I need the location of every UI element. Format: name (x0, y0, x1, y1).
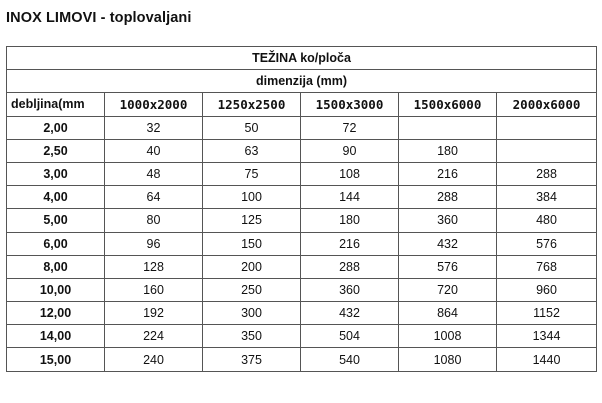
table-body (7, 116, 597, 371)
weight-cell: 108 (301, 162, 399, 185)
weight-cell: 375 (203, 348, 301, 371)
weight-cell: 128 (105, 255, 203, 278)
weight-cell: 72 (301, 116, 399, 139)
weight-cell: 864 (399, 302, 497, 325)
weight-cell: 480 (497, 209, 597, 232)
weight-cell: 432 (399, 232, 497, 255)
weight-cell: 160 (105, 278, 203, 301)
weight-cell: 1080 (399, 348, 497, 371)
thickness-cell: 3,00 (7, 162, 105, 185)
weight-cell: 768 (497, 255, 597, 278)
table-row (7, 139, 597, 162)
table-header-row-top (7, 47, 597, 70)
weight-cell (497, 116, 597, 139)
table-row (7, 116, 597, 139)
weight-cell: 250 (203, 278, 301, 301)
weight-cell: 50 (203, 116, 301, 139)
table-row (7, 278, 597, 301)
thickness-cell: 15,00 (7, 348, 105, 371)
thickness-cell: 5,00 (7, 209, 105, 232)
table-row (7, 348, 597, 371)
weight-cell: 100 (203, 186, 301, 209)
weight-cell: 1344 (497, 325, 597, 348)
weight-cell: 720 (399, 278, 497, 301)
table-row (7, 162, 597, 185)
weight-cell: 63 (203, 139, 301, 162)
weight-cell: 216 (301, 232, 399, 255)
weight-cell: 90 (301, 139, 399, 162)
weight-cell: 80 (105, 209, 203, 232)
weight-cell: 300 (203, 302, 301, 325)
weight-cell: 64 (105, 186, 203, 209)
weight-cell: 540 (301, 348, 399, 371)
weight-cell: 125 (203, 209, 301, 232)
thickness-cell: 10,00 (7, 278, 105, 301)
weight-cell: 224 (105, 325, 203, 348)
table-row (7, 325, 597, 348)
weight-cell: 200 (203, 255, 301, 278)
thickness-cell: 12,00 (7, 302, 105, 325)
table-header-row-sub (7, 70, 597, 93)
weight-cell: 32 (105, 116, 203, 139)
dimension-header: dimenzija (mm) (7, 70, 597, 93)
weight-cell: 48 (105, 162, 203, 185)
weight-table (6, 46, 597, 372)
column-header-1500x6000: 1500x6000 (399, 93, 497, 116)
thickness-cell: 8,00 (7, 255, 105, 278)
weight-cell: 150 (203, 232, 301, 255)
weight-cell: 40 (105, 139, 203, 162)
column-header-1250x2500: 1250x2500 (203, 93, 301, 116)
weight-cell: 350 (203, 325, 301, 348)
weight-cell: 192 (105, 302, 203, 325)
thickness-cell: 4,00 (7, 186, 105, 209)
weight-cell: 360 (301, 278, 399, 301)
column-header-1000x2000: 1000x2000 (105, 93, 203, 116)
table-row (7, 302, 597, 325)
column-header-2000x6000: 2000x6000 (497, 93, 597, 116)
weight-cell: 288 (497, 162, 597, 185)
weight-cell (399, 116, 497, 139)
column-header-row (7, 93, 597, 116)
weight-cell: 144 (301, 186, 399, 209)
weight-cell: 288 (399, 186, 497, 209)
table-row (7, 232, 597, 255)
weight-cell: 384 (497, 186, 597, 209)
table-row (7, 255, 597, 278)
thickness-cell: 6,00 (7, 232, 105, 255)
weight-cell: 360 (399, 209, 497, 232)
thickness-cell: 2,50 (7, 139, 105, 162)
weight-cell: 240 (105, 348, 203, 371)
weight-header: TEŽINA ko/ploča (7, 47, 597, 70)
weight-cell: 576 (399, 255, 497, 278)
weight-cell: 1008 (399, 325, 497, 348)
thickness-cell: 2,00 (7, 116, 105, 139)
weight-cell: 180 (301, 209, 399, 232)
weight-cell: 504 (301, 325, 399, 348)
weight-cell: 180 (399, 139, 497, 162)
weight-cell: 216 (399, 162, 497, 185)
weight-cell: 75 (203, 162, 301, 185)
weight-cell: 96 (105, 232, 203, 255)
table-row (7, 186, 597, 209)
column-header-thickness: debljina(mm (7, 93, 105, 116)
weight-cell: 288 (301, 255, 399, 278)
weight-cell: 576 (497, 232, 597, 255)
weight-cell (497, 139, 597, 162)
weight-cell: 1440 (497, 348, 597, 371)
page-title: INOX LIMOVI - toplovaljani (6, 10, 192, 26)
thickness-cell: 14,00 (7, 325, 105, 348)
weight-cell: 960 (497, 278, 597, 301)
column-header-1500x3000: 1500x3000 (301, 93, 399, 116)
weight-cell: 1152 (497, 302, 597, 325)
table-row (7, 209, 597, 232)
weight-cell: 432 (301, 302, 399, 325)
